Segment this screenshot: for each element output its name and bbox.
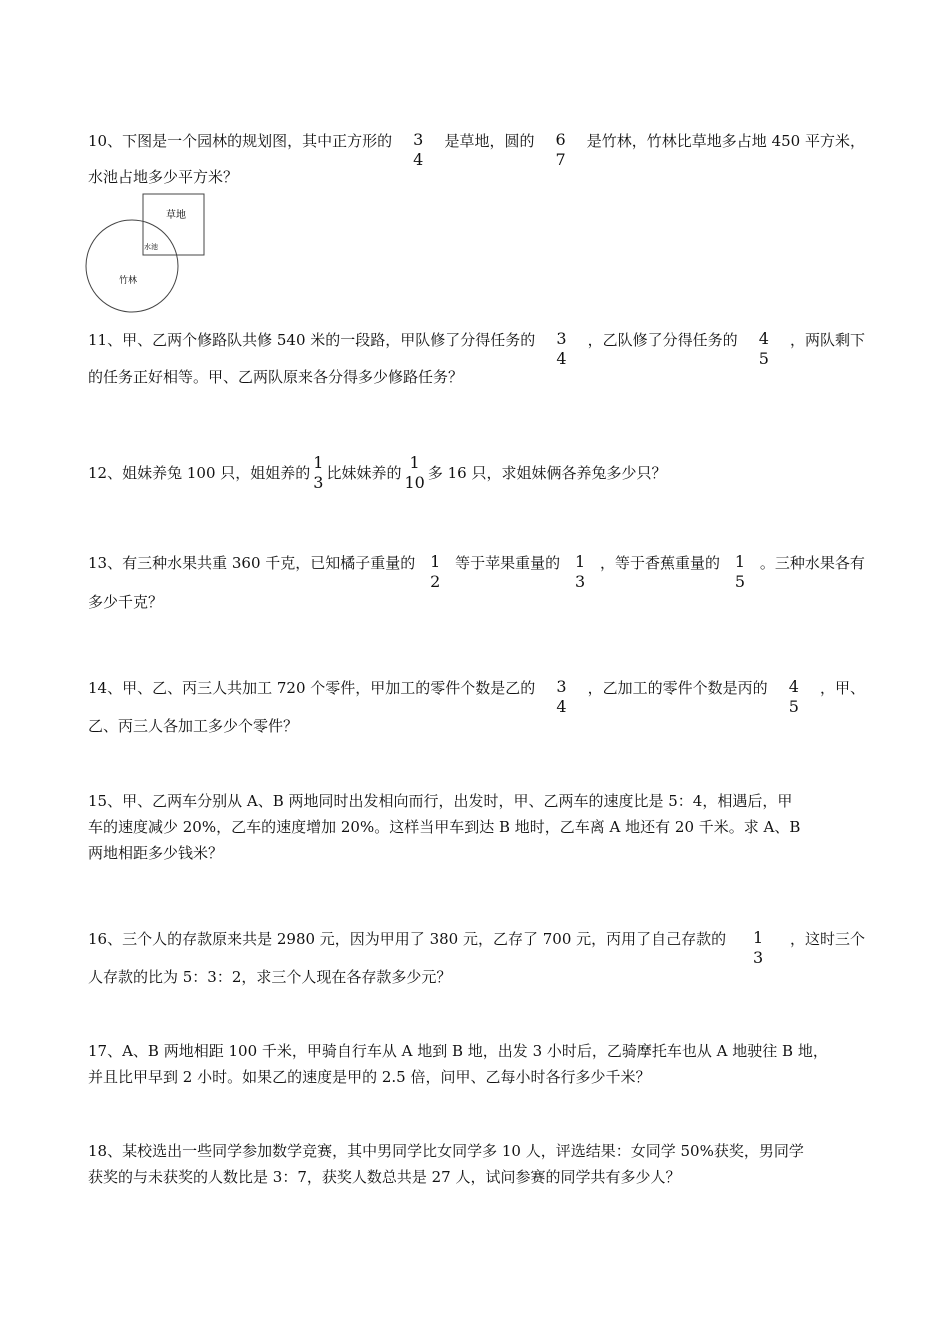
fraction [753, 928, 763, 968]
q12-text-b: 比妹妹养的 [326, 464, 402, 482]
frac-num: 1 [409, 453, 420, 472]
fraction [789, 677, 799, 717]
q12-text-a: 12、姐妹养兔 100 只，姐姐养的 [88, 464, 311, 482]
fraction [556, 329, 566, 369]
pond-label: 水池 [144, 243, 158, 251]
garden-diagram [84, 192, 214, 314]
frac-num: 4 [758, 329, 769, 348]
q16-text-a: 16、三个人的存款原来共是 2980 元，因为甲用了 380 元，乙存了 700 元，丙用了自己存款的 [88, 930, 727, 948]
q13-text-c: ，等于香蕉重量的 [600, 554, 721, 572]
frac-den: 7 [555, 150, 566, 169]
bamboo-circle [86, 220, 178, 312]
fraction [575, 552, 585, 592]
q14-line2: 乙、丙三人各加工多少个零件？ [88, 717, 299, 735]
frac-num: 3 [413, 130, 424, 149]
frac-num: 3 [556, 677, 567, 696]
q16-line2: 人存款的比为 5：3：2，求三个人现在各存款多少元？ [88, 968, 452, 986]
fraction [735, 552, 745, 592]
frac-den: 10 [404, 473, 425, 492]
frac-num: 1 [575, 552, 586, 571]
q10-line1 [88, 131, 865, 171]
q17-line2: 并且比甲早到 2 小时。如果乙的速度是甲的 2.5 倍，问甲、乙每小时各行多少千米？ [88, 1068, 651, 1086]
q11-text-a: 11、甲、乙两个修路队共修 540 米的一段路，甲队修了分得任务的 [88, 331, 536, 349]
fraction [404, 453, 424, 493]
frac-num: 3 [556, 329, 567, 348]
q11-line1 [88, 330, 865, 370]
q18-line2: 获奖的与未获奖的人数比是 3：7，获奖人数总共是 27 人，试问参赛的同学共有多少人？ [88, 1168, 681, 1186]
q11-line2: 的任务正好相等。甲、乙两队原来各分得多少修路任务？ [88, 368, 464, 386]
q16-text-b: ，这时三个 [789, 930, 865, 948]
q13-text-b: 等于苹果重量的 [455, 554, 561, 572]
fraction [413, 130, 423, 170]
q18-line1: 18、某校选出一些同学参加数学竞赛，其中男同学比女同学多 10 人，评选结果：女同学 50%获奖，男同学 [88, 1142, 804, 1160]
frac-num: 1 [430, 552, 441, 571]
q14-text-a: 14、甲、乙、丙三人共加工 720 个零件，甲加工的零件个数是乙的 [88, 679, 536, 697]
q10-text-c: 是竹林，竹林比草地多占地 450 平方米， [586, 132, 865, 150]
frac-den: 5 [788, 697, 799, 716]
frac-den: 4 [556, 349, 567, 368]
frac-den: 3 [575, 572, 586, 591]
q17-line1: 17、A、B 两地相距 100 千米，甲骑自行车从 A 地到 B 地，出发 3 小时后，乙骑摩托车也从 A 地驶往 B 地， [88, 1042, 828, 1060]
fraction [556, 677, 566, 717]
fraction [430, 552, 440, 592]
q12-line1 [88, 454, 865, 494]
q15-line1: 15、甲、乙两车分别从 A、B 两地同时出发相向而行，出发时，甲、乙两车的速度比是 5：4，相遇后，甲 [88, 792, 793, 810]
frac-den: 2 [430, 572, 441, 591]
q13-line2: 多少千克？ [88, 593, 164, 611]
frac-den: 3 [752, 948, 764, 967]
fraction [313, 453, 323, 493]
frac-den: 5 [734, 572, 746, 591]
q11-text-c: ，两队剩下 [789, 331, 865, 349]
q11-text-b: ，乙队修了分得任务的 [587, 331, 738, 349]
frac-den: 4 [556, 697, 567, 716]
q14-text-c: ，甲、 [819, 679, 865, 697]
q10-text-a: 10、下图是一个园林的规划图，其中正方形的 [88, 132, 393, 150]
q10-line2: 水池占地多少平方米？ [88, 168, 239, 186]
fraction [759, 329, 769, 369]
q15-line3: 两地相距多少钱米？ [88, 844, 224, 862]
frac-num: 1 [752, 928, 764, 947]
q14-text-b: ，乙加工的零件个数是丙的 [587, 679, 768, 697]
q10-text-b: 是草地，圆的 [444, 132, 535, 150]
q13-text-d: 。三种水果各有 [759, 554, 865, 572]
frac-num: 1 [734, 552, 746, 571]
frac-num: 4 [788, 677, 799, 696]
q13-text-a: 13、有三种水果共重 360 千克，已知橘子重量的 [88, 554, 416, 572]
bamboo-label: 竹林 [119, 276, 138, 286]
fraction [556, 130, 566, 170]
q12-text-c: 多 16 只，求姐妹俩各养兔多少只？ [427, 464, 667, 482]
q15-line2: 车的速度减少 20%，乙车的速度增加 20%。这样当甲车到达 B 地时，乙车离 A 地还有 20 千米。求 A、B [88, 818, 801, 836]
q13-line1 [88, 553, 865, 593]
frac-den: 3 [313, 473, 324, 492]
q14-line1 [88, 678, 865, 718]
frac-num: 1 [313, 453, 324, 472]
grass-label: 草地 [166, 210, 186, 221]
q16-line1 [88, 929, 865, 969]
frac-den: 5 [758, 349, 769, 368]
frac-den: 4 [413, 150, 424, 169]
frac-num: 6 [555, 130, 566, 149]
